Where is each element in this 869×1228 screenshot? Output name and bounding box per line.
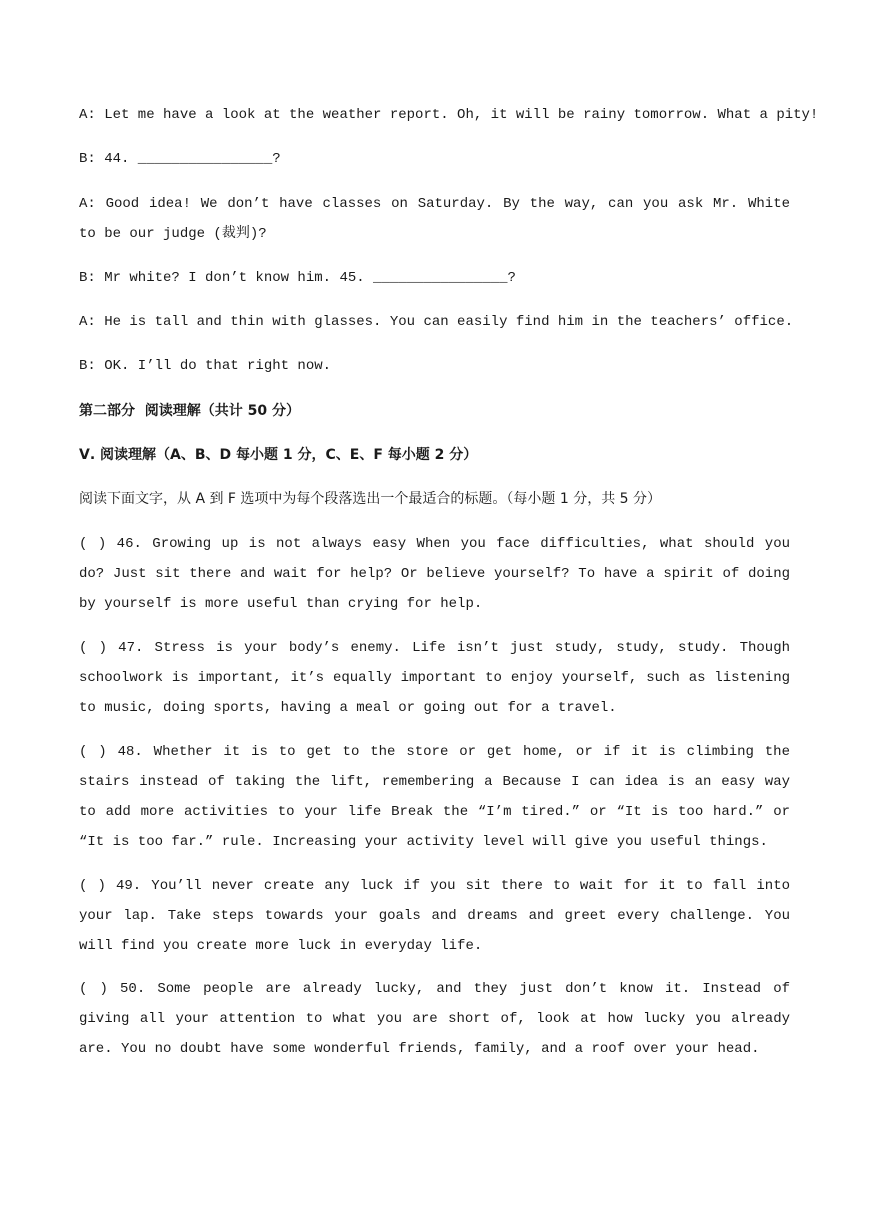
reading-section-heading: Ⅴ. 阅读理解（A、B、D 每小题 1 分，C、E、F 每小题 2 分） — [79, 447, 478, 463]
dialogue-line-a3: A: He is tall and thin with glasses. You can easily find him in the teachers’ office. — [79, 314, 794, 330]
question-47: ( ) 47. Stress is your body’s enemy. Life isn’t just study, study, study. Though schoolwork is important, it’s equally important to enjoy yourself, such as listening to music, doing sports, having a meal or going out for a travel. — [79, 640, 790, 716]
question-46: ( ) 46. Growing up is not always easy When you face difficulties, what should you do? Just sit there and wait for help? Or believe yourself? To have a spirit of doing by yourself is more useful than crying for help. — [79, 536, 790, 612]
question-49: ( ) 49. You’ll never create any luck if you sit there to wait for it to fall into your lap. Take steps towards your goals and dreams and greet every challenge. You will find you create more luck in everyday life. — [79, 878, 790, 954]
dialogue-line-b45: B: Mr white? I don’t know him. 45. ________________? — [79, 270, 516, 286]
dialogue-line-b3: B: OK. I’ll do that right now. — [79, 358, 332, 374]
dialogue-line-b44: B: 44. ________________? — [79, 151, 281, 167]
part-two-heading: 第二部分 阅读理解（共计 50 分） — [79, 403, 300, 419]
question-50: ( ) 50. Some people are already lucky, and they just don’t know it. Instead of giving all your attention to what you are short of, look at how lucky you already are. You no doubt have some wonderful friends, family, and a roof over your head. — [79, 981, 790, 1057]
dialogue-line-a2: A: Good idea! We don’t have classes on Saturday. By the way, can you ask Mr. White to be our judge (裁判)? — [79, 196, 790, 242]
section-instruction: 阅读下面文字，从 A 到 F 选项中为每个段落选出一个最适合的标题。（每小题 1 分，共 5 分） — [79, 491, 662, 507]
dialogue-line-a1: A: Let me have a look at the weather report. Oh, it will be rainy tomorrow. What a pity! — [79, 107, 819, 123]
question-48: ( ) 48. Whether it is to get to the store or get home, or if it is climbing the stairs instead of taking the lift, remembering a Because I can idea is an easy way to add more activities to your life Break the “I’m tired.” or “It is too hard.” or “It is too far.” rule. Increasing your activity level will give you useful things. — [79, 744, 790, 850]
